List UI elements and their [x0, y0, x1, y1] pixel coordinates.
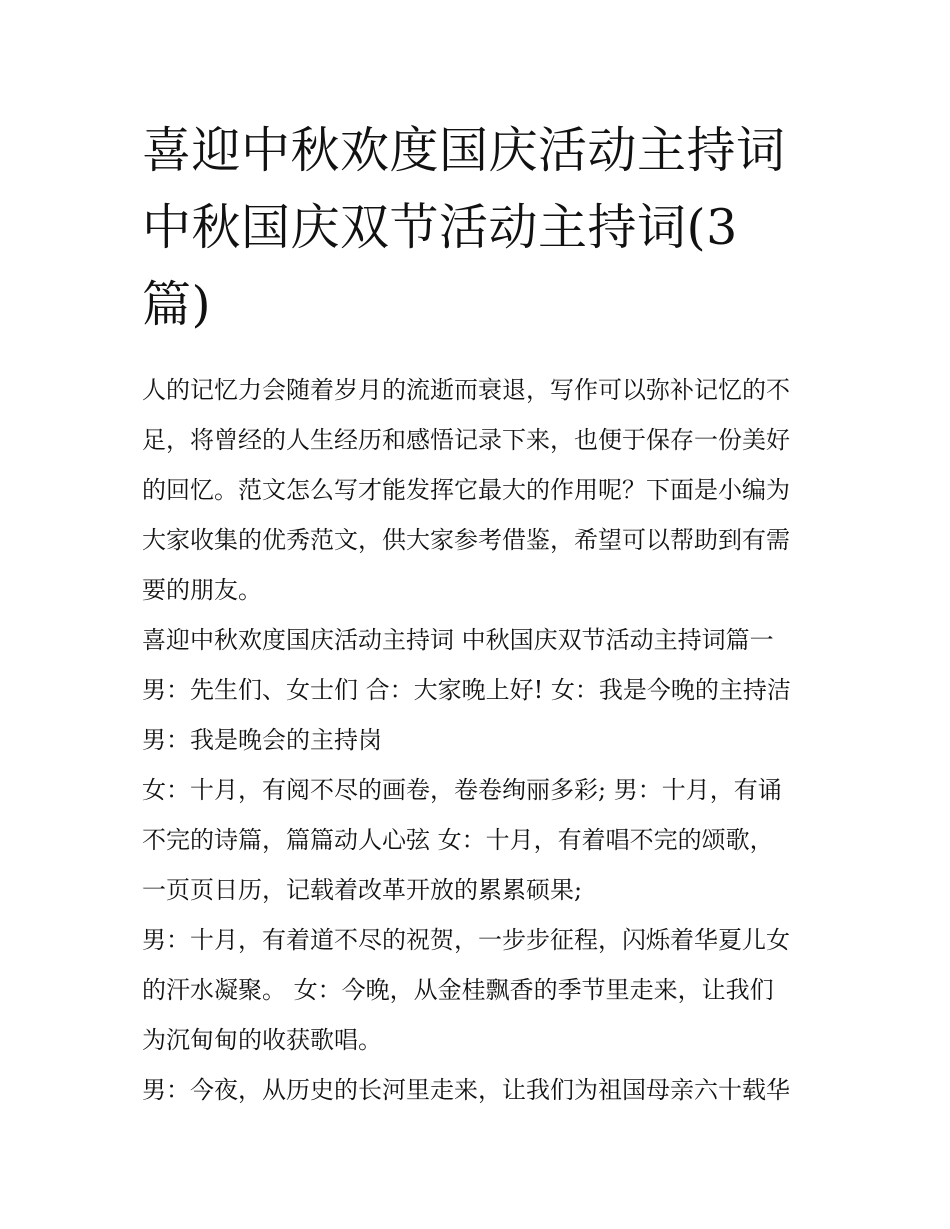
title-line: 篇) [142, 276, 212, 333]
text-line: 一页页日历，记载着改革开放的累累硕果; [142, 876, 583, 904]
text-line: 足，将曾经的人生经历和感悟记录下来，也便于保存一份美好 [142, 426, 790, 454]
text-line: 男：先生们、女士们 合：大家晚上好! 女：我是今晚的主持洁 [142, 676, 791, 704]
text-line: 男：今夜，从历史的长河里走来，让我们为祖国母亲六十载华 [142, 1076, 790, 1104]
text-line: 人的记忆力会随着岁月的流逝而衰退，写作可以弥补记忆的不 [142, 376, 790, 404]
text-line: 要的朋友。 [142, 576, 262, 604]
text-line: 大家收集的优秀范文，供大家参考借鉴，希望可以帮助到有需 [142, 526, 790, 554]
title-line: 中秋国庆双节活动主持词(3 [142, 199, 738, 256]
text-line: 的汗水凝聚。 女：今晚，从金桂飘香的季节里走来，让我们 [142, 976, 774, 1004]
heading-paragraph [142, 615, 822, 765]
document-page [142, 112, 822, 1115]
dialogue-paragraph [142, 765, 822, 915]
document-title [142, 112, 822, 343]
document-body [142, 365, 822, 1115]
dialogue-paragraph [142, 915, 822, 1065]
intro-paragraph [142, 365, 822, 615]
text-line: 男：我是晚会的主持岗 [142, 726, 382, 754]
text-line: 的回忆。范文怎么写才能发挥它最大的作用呢？下面是小编为 [142, 476, 790, 504]
text-line: 喜迎中秋欢度国庆活动主持词 中秋国庆双节活动主持词篇一 [142, 626, 774, 654]
title-line: 喜迎中秋欢度国庆活动主持词 [142, 122, 786, 179]
text-line: 男：十月，有着道不尽的祝贺，一步步征程，闪烁着华夏儿女 [142, 926, 790, 954]
text-line: 为沉甸甸的收获歌唱。 [142, 1026, 382, 1054]
text-line: 女：十月，有阅不尽的画卷，卷卷绚丽多彩; 男：十月，有诵 [142, 776, 782, 804]
text-line: 不完的诗篇，篇篇动人心弦 女：十月，有着唱不完的颂歌， [142, 826, 774, 854]
dialogue-paragraph [142, 1065, 822, 1115]
